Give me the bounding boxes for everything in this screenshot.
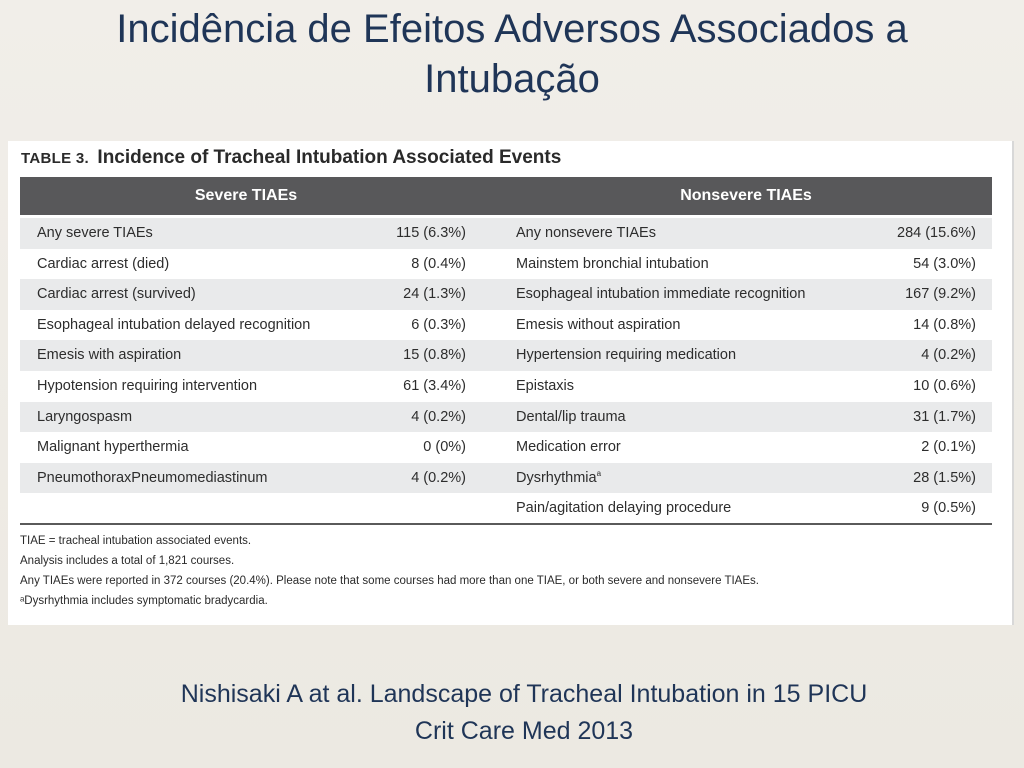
severe-event-value-text: 8 (0.4%): [411, 255, 466, 272]
severe-event-label: [37, 463, 268, 494]
severe-event-label: [37, 218, 153, 249]
table-caption: [21, 147, 561, 169]
severe-event-label-text: Malignant hyperthermia: [37, 439, 189, 456]
severe-event-value-text: 61 (3.4%): [403, 377, 466, 394]
footnote: TIAE = tracheal intubation associated events.: [20, 535, 252, 547]
table-footnotes: [20, 531, 759, 611]
severe-event-value-text: 24 (1.3%): [403, 286, 466, 303]
nonsevere-event-value-text: 4 (0.2%): [921, 347, 976, 364]
nonsevere-event-label-text: Dental/lip trauma: [516, 408, 626, 425]
nonsevere-event-value: [850, 493, 976, 524]
nonsevere-event-value: [850, 402, 976, 433]
table-row: [20, 249, 992, 280]
severe-event-value-text: 115 (6.3%): [396, 225, 466, 241]
nonsevere-event-value-text: 54 (3.0%): [913, 255, 976, 272]
severe-event-label-text: Cardiac arrest (survived): [37, 286, 196, 303]
severe-event-label-text: Hypotension requiring intervention: [37, 377, 258, 394]
nonsevere-event-label: [516, 249, 709, 280]
table-title: Incidence of Tracheal Intubation Associated Events: [97, 147, 562, 168]
severe-event-value: [350, 493, 466, 524]
severe-event-value-text: 4 (0.2%): [411, 469, 466, 486]
slide-title: [0, 4, 1024, 104]
severe-event-value-text: 4 (0.2%): [411, 408, 466, 425]
severe-event-label-text: Esophageal intubation delayed recognition: [37, 316, 311, 333]
severe-event-label-text: Laryngospasm: [37, 408, 133, 425]
header-severe: Severe TIAEs: [194, 187, 298, 204]
footnote: Analysis includes a total of 1,821 courses.: [20, 555, 235, 567]
severe-event-value: [350, 218, 466, 249]
severe-event-label: [37, 279, 196, 310]
severe-event-label: [37, 432, 189, 463]
severe-event-label: [37, 340, 181, 371]
nonsevere-event-value: [850, 371, 976, 402]
nonsevere-event-value: [850, 432, 976, 463]
nonsevere-event-value-text: 167 (9.2%): [905, 286, 976, 303]
citation-line2: Crit Care Med 2013: [414, 717, 634, 745]
footnote: ᵃDysrhythmia includes symptomatic bradycardia.: [20, 595, 268, 607]
table-header: [20, 177, 992, 215]
table-number: TABLE 3.: [21, 150, 89, 167]
table-figure: [8, 141, 1014, 625]
slide-title-line2: Intubação: [424, 57, 600, 101]
nonsevere-event-value-text: 14 (0.8%): [913, 316, 976, 333]
table-body: [20, 218, 992, 524]
nonsevere-event-label: [516, 402, 626, 433]
table-row: [20, 371, 992, 402]
nonsevere-event-label: [516, 279, 805, 310]
severe-event-value: [350, 310, 466, 341]
severe-event-value: [350, 432, 466, 463]
nonsevere-event-label: [516, 218, 656, 249]
severe-event-value: [350, 249, 466, 280]
nonsevere-event-value-text: 28 (1.5%): [913, 469, 976, 486]
nonsevere-event-label: [516, 432, 621, 463]
citation: [0, 676, 1024, 750]
severe-event-label: [37, 249, 169, 280]
header-nonsevere: Nonsevere TIAEs: [680, 187, 812, 204]
severe-event-value: [350, 402, 466, 433]
citation-line1: Nishisaki A at al. Landscape of Tracheal Intubation in 15 PICU: [180, 680, 868, 708]
severe-event-value: [350, 279, 466, 310]
nonsevere-event-value: [850, 310, 976, 341]
nonsevere-event-label-text: Dysrhythmia: [516, 469, 597, 486]
severe-event-label-text: Cardiac arrest (died): [37, 255, 170, 272]
severe-event-label: [37, 402, 132, 433]
nonsevere-event-label: [516, 340, 736, 371]
nonsevere-event-label: [516, 310, 680, 341]
nonsevere-event-label-text: Emesis without aspiration: [516, 316, 681, 333]
severe-event-label-text: Emesis with aspiration: [37, 347, 182, 364]
severe-event-label-text: PneumothoraxPneumomediastinum: [37, 469, 268, 486]
severe-event-label-text: Any severe TIAEs: [37, 225, 153, 241]
table-row: [20, 463, 992, 494]
nonsevere-event-label-text: Hypertension requiring medication: [516, 347, 737, 364]
nonsevere-event-value: [850, 218, 976, 249]
nonsevere-event-label: [516, 463, 601, 494]
nonsevere-event-value: [850, 463, 976, 494]
nonsevere-event-label-text: Esophageal intubation immediate recognition: [516, 286, 806, 303]
nonsevere-event-value: [850, 340, 976, 371]
table-row: [20, 279, 992, 310]
table-row: [20, 218, 992, 249]
nonsevere-event-value: [850, 249, 976, 280]
severe-event-label: [37, 310, 310, 341]
severe-event-value: [350, 340, 466, 371]
nonsevere-event-value-text: 284 (15.6%): [897, 225, 976, 241]
nonsevere-event-label: [516, 371, 574, 402]
severe-event-value-text: 15 (0.8%): [403, 347, 466, 364]
table-row: [20, 310, 992, 341]
footnote-marker: a: [596, 468, 602, 478]
severe-event-value-text: 0 (0%): [423, 439, 466, 456]
nonsevere-event-label-text: Any nonsevere TIAEs: [516, 225, 656, 241]
nonsevere-event-label-text: Pain/agitation delaying procedure: [516, 500, 732, 517]
table-row: [20, 402, 992, 433]
nonsevere-event-label-text: Mainstem bronchial intubation: [516, 255, 709, 272]
table-row: [20, 340, 992, 371]
nonsevere-event-value: [850, 279, 976, 310]
nonsevere-event-value-text: 10 (0.6%): [913, 377, 976, 394]
severe-event-value-text: 6 (0.3%): [411, 316, 466, 333]
nonsevere-event-label-text: Epistaxis: [516, 377, 575, 394]
severe-event-value: [350, 371, 466, 402]
nonsevere-event-value-text: 31 (1.7%): [913, 408, 976, 425]
nonsevere-event-value-text: 9 (0.5%): [921, 500, 976, 517]
nonsevere-event-value-text: 2 (0.1%): [921, 439, 976, 456]
slide-title-line1: Incidência de Efeitos Adversos Associados a: [116, 7, 908, 51]
severe-event-value: [350, 463, 466, 494]
table-row: [20, 432, 992, 463]
footnote: Any TIAEs were reported in 372 courses (20.4%). Please note that some courses had more than one TIAE, or both severe and nonsevere TIAEs.: [20, 575, 759, 587]
table-row: [20, 493, 992, 524]
severe-event-label: [37, 371, 257, 402]
nonsevere-event-label-text: Medication error: [516, 439, 621, 456]
nonsevere-event-label: [516, 493, 731, 524]
table-bottom-rule: [20, 523, 992, 525]
